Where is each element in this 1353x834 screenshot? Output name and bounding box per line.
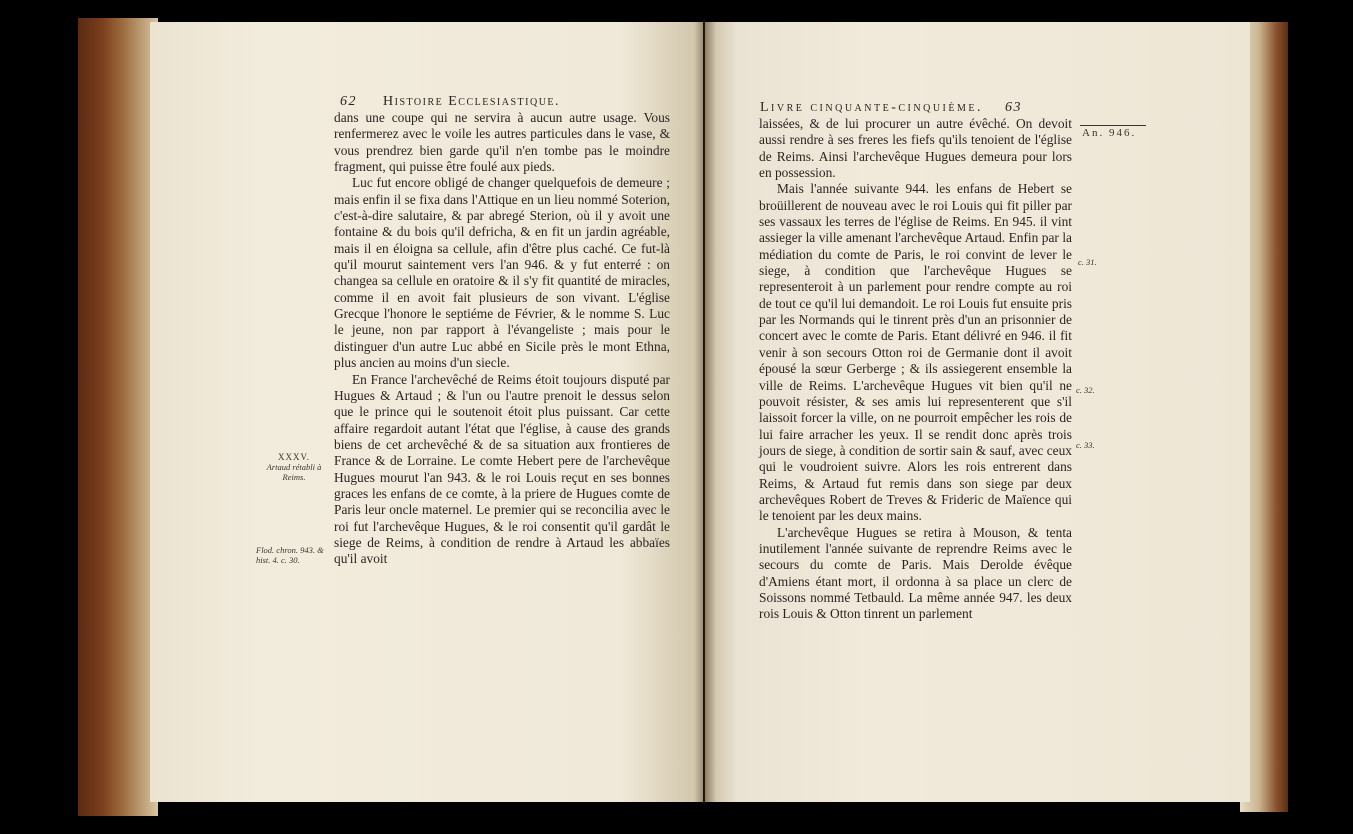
paragraph: Luc fut encore obligé de changer quelquefois de demeure ; mais enfin il se fixa dans l'Attique en un lieu nommé Soterion, c'est-à-dire salutaire, & par abregé Sterion, où il y avoit une fontaine & du bois qu'il defricha, & en fit un jardin agréable, mais il en éloigna sa cellule, afin d'être plus caché. Ce fut-là qu'il mourut saintement vers l'an 946. & y fut enterré : on changea sa cellule en oratoire & il s'y fit quantité de miracles, comme il en avoit fait plusieurs de son vivant. L'église Grecque l'honore le septiéme de Février, & le nomme S. Luc le jeune, non par rapport à l'évangeliste ; mais pour le distinguer d'un autre Luc abbé en Sicile près le mont Ethna, plus ancien au moins d'un siecle. [334,175,670,371]
left-running-head [340,94,560,110]
left-page-number: 62 [340,94,357,109]
left-margin-section [258,452,330,482]
margin-ref: c. 32. [1076,385,1095,395]
paragraph: Mais l'année suivante 944. les enfans de Hebert se broüillerent de nouveau avec le roi Louis qui fit piller par ses vassaux les terres de l'église de Reims. En 945. il vint assieger la ville amenant l'archevêque Artaud. Enfin par la médiation du comte de Paris, le roi convint de lever le siege, à condition que l'archevêque Hugues se representeroit à un parlement pour rendre compte au roi de tout ce qu'il lui demandoit. Le roi Louis fut ensuite pris par les Normands qui le tinrent près d'un an prisonnier de concert avec le comte de Paris. Etant délivré en 946. il fit venir à son secours Otton roi de Germanie dont il avoit épousé la sœur Gerberge ; & ils assiegerent ensemble la ville de Reims. L'archevêque Hugues vit bien qu'il ne pouvoit résister, & ses amis lui representerent que s'il laissoit forcer la ville, on ne pourroit empêcher les rois de lui faire arracher les yeux. Il se rendit donc après trois jours de siege, à condition de sortir sain & sauf, avec ceux qui le voudroient suivre. Alors les rois entrerent dans Reims, & Artaud fut remis dans son siege par deux archevêques Robert de Treves & Frideric de Maïence qui le tenoient par les deux mains. [759,181,1072,524]
right-running-head [760,100,1022,116]
right-page-number: 63 [1004,100,1022,115]
margin-ref: c. 31. [1078,257,1097,267]
right-page-text [759,116,1072,623]
margin-ref: c. 33. [1076,440,1095,450]
left-page-text [334,110,670,568]
left-margin-citation: Flod. chron. 943. & hist. 4. c. 30. [256,545,324,565]
left-running-title: Histoire Ecclesiastique. [383,94,561,109]
right-running-title: Livre cinquante-cinquième. [760,100,983,115]
paragraph: dans une coupe qui ne servira à aucun autre usage. Vous renfermerez avec le voile les autres particules dans le vase, & vous prendrez bien garde qu'il n'en tombe pas le moindre fragment, qui puisse être foulé aux pieds. [334,110,670,175]
section-title: Artaud rétabli à Reims. [266,462,322,482]
section-number: XXXV. [277,452,311,462]
paragraph: En France l'archevêché de Reims étoit toujours disputé par Hugues & Artaud ; & l'un ou l'autre prenoit le dessus selon que le prince qui le soutenoit étoit plus puissant. Car cette affaire regardoit autant l'état que l'église, à cause des grands biens de cet archevêché & de sa situation aux frontieres de France & de Lorraine. Le comte Hebert pere de l'archevêque Hugues mourut l'an 943. & le roi Louis reçut en ses bonnes graces les enfans de ce comte, à la priere de Hugues comte de Paris leur oncle maternel. Le premier qui se reconcilia avec le roi fut l'archevêque Hugues, & le roi consentit qu'il gardât le siege de Reims, à condition de rendre à Artaud les abbaïes qu'il avoit [334,371,670,567]
paragraph: L'archevêque Hugues se retira à Mouson, & tenta inutilement l'année suivante de reprendre Reims avec le secours du comte de Paris. Mais Derolde évêque d'Amiens étant mort, il ordonna à sa place un clerc de Soissons nommé Tetbauld. La même année 947. les deux rois Louis & Otton tinrent un parlement [759,524,1072,622]
paragraph: laissées, & de lui procurer un autre évêché. On devoit aussi rendre à ses freres les fiefs qu'ils tenoient de l'église de Reims. Ainsi l'archevêque Hugues demeura pour lors en possession. [759,116,1072,181]
margin-rule [1080,125,1146,126]
book-fore-edge-left [78,18,158,816]
book-gutter [694,22,716,802]
margin-year: An. 946. [1082,127,1137,139]
